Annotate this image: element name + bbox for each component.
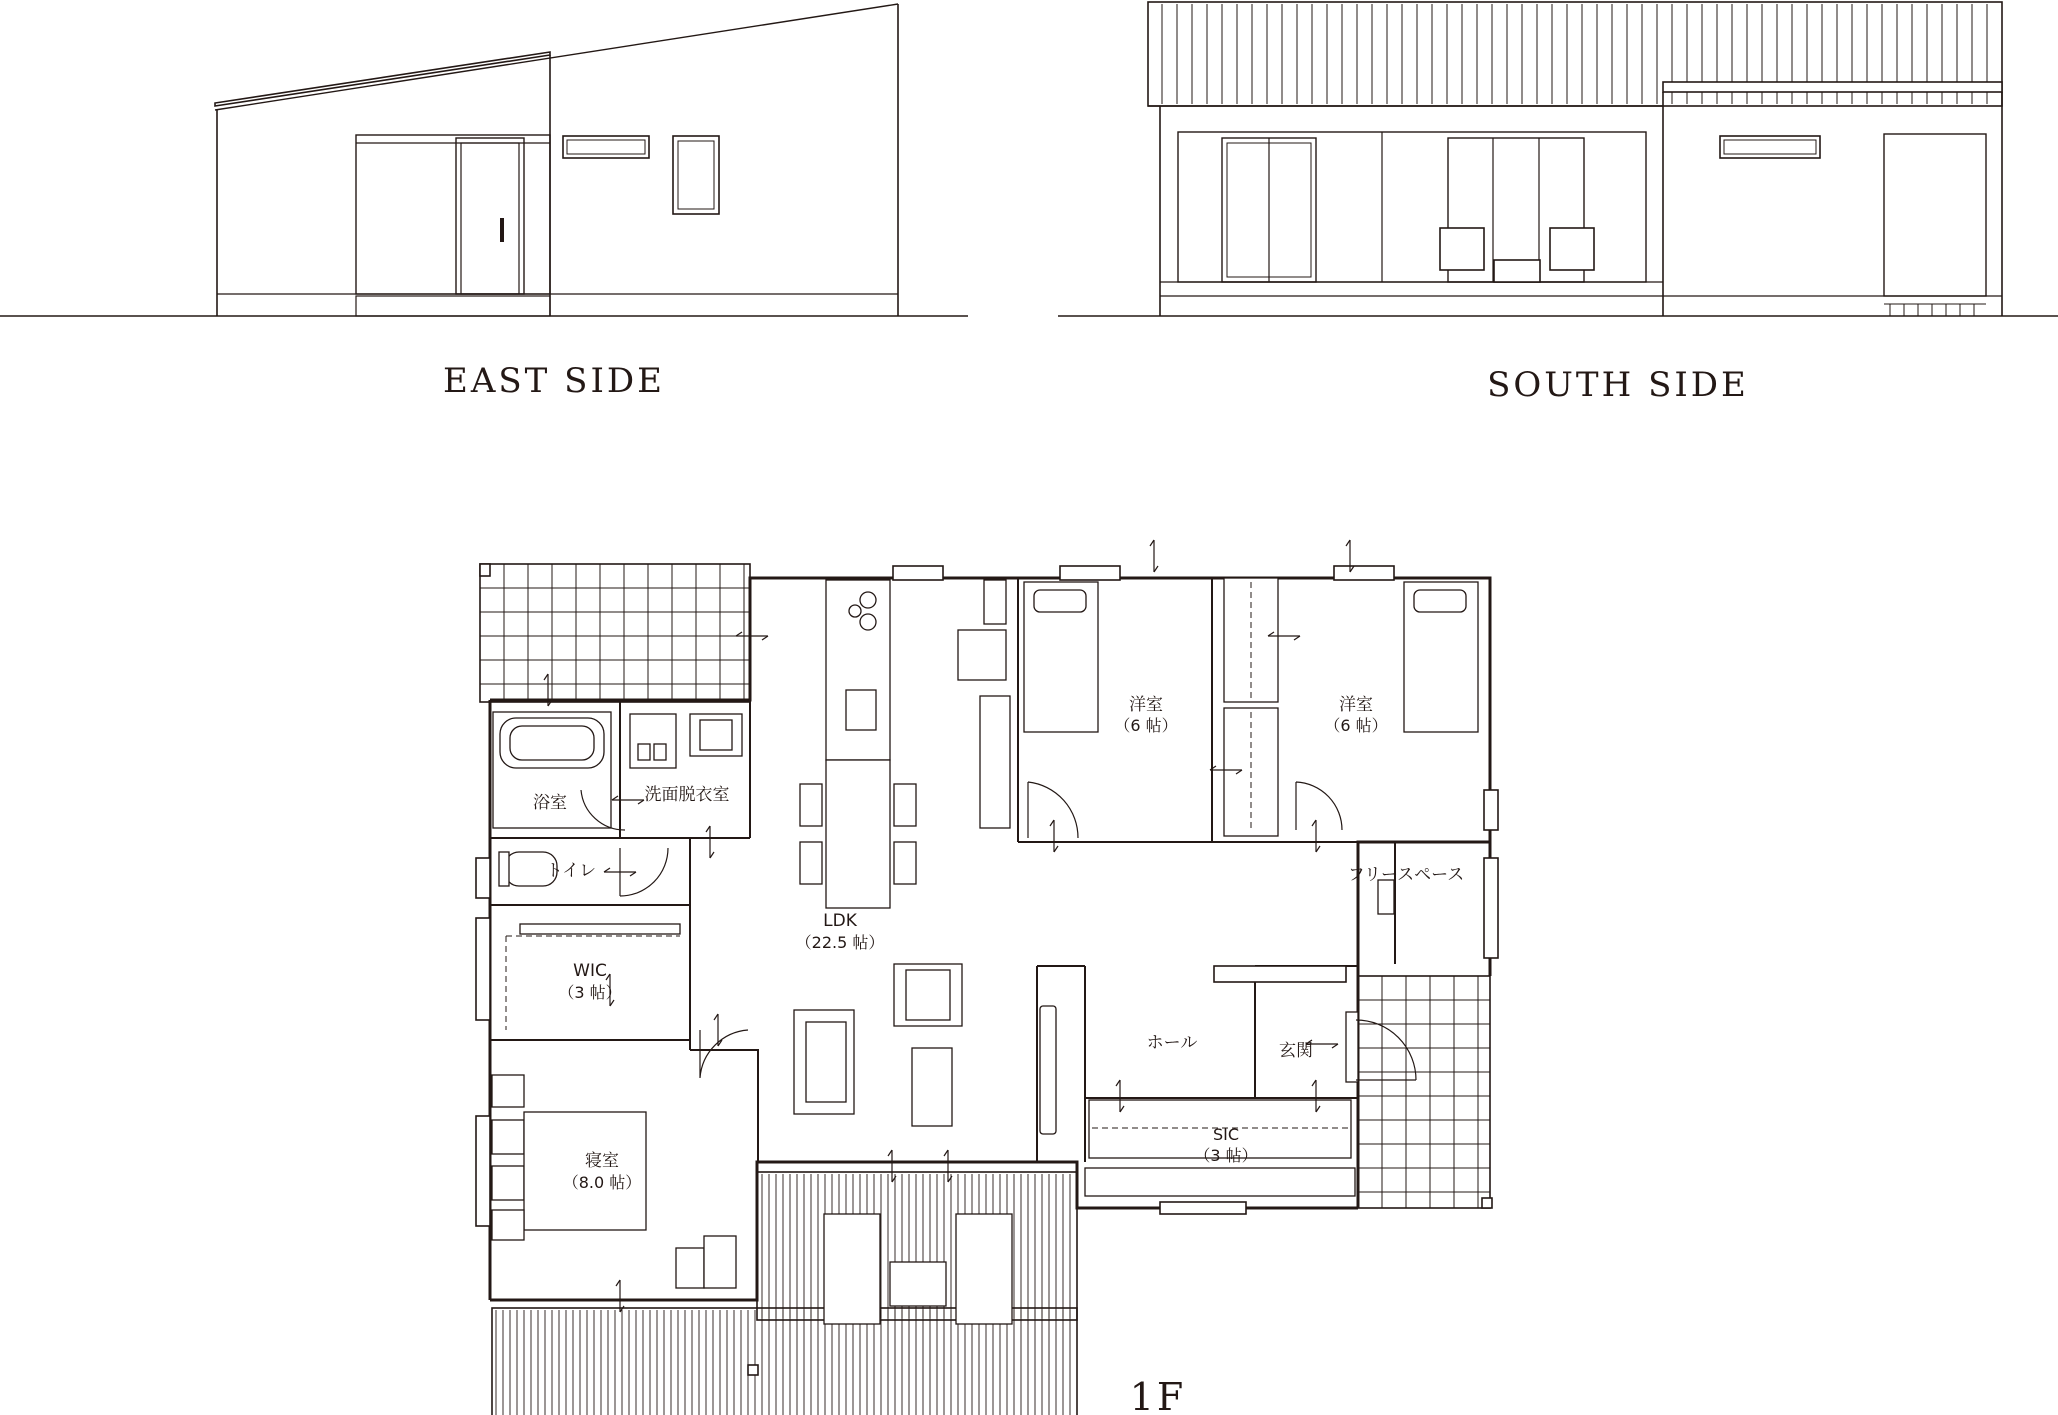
- south-wing-fascia: [1663, 82, 2002, 92]
- window-sic: [1160, 1202, 1246, 1214]
- stove-burner-3: [849, 605, 861, 617]
- south-patio-chair-left: [1440, 228, 1484, 270]
- east-window-inner: [678, 141, 714, 209]
- bedroom-nightstand-top: [492, 1075, 524, 1107]
- toilet-tank: [499, 852, 509, 886]
- east-walls: [217, 4, 898, 316]
- western1-pillow: [1034, 590, 1086, 612]
- east-steps: [356, 296, 550, 316]
- floor-label: 1F: [1129, 1375, 1187, 1415]
- door-swing-western2: [1296, 782, 1342, 830]
- east-roof-line: [215, 4, 898, 110]
- east-side-caption: EAST SIDE: [443, 361, 665, 401]
- dining-stool-1: [800, 784, 822, 826]
- south-patio-table: [1494, 260, 1540, 282]
- south-slit-window-inner: [1724, 140, 1816, 154]
- bedroom-nightstand-bottom: [492, 1210, 524, 1240]
- window-west-bedroom: [476, 1116, 490, 1226]
- label-sic-size: （3 帖）: [1194, 1146, 1258, 1165]
- east-window: [673, 136, 719, 214]
- east-entrance-door: [456, 138, 524, 294]
- south-elevation: [1058, 2, 2058, 405]
- stove-burner-1: [860, 592, 876, 608]
- label-wic: WIC: [573, 961, 607, 981]
- stove-burner-2: [860, 614, 876, 630]
- east-door-inner: [461, 143, 519, 294]
- label-western2-size: （6 帖）: [1324, 716, 1388, 735]
- south-garage-door: [1884, 134, 1986, 296]
- label-free-space: フリースペース: [1347, 865, 1465, 885]
- label-hall: ホール: [1146, 1033, 1198, 1053]
- south-steps: [1884, 304, 1986, 316]
- door-swing-bedroom: [700, 1030, 748, 1078]
- label-sic: SIC: [1212, 1125, 1240, 1144]
- label-wic-size: （3 帖）: [558, 983, 622, 1002]
- tile-approach: [1358, 976, 1490, 1208]
- label-western1: 洋室: [1129, 695, 1163, 715]
- washing-machine-panel: [638, 744, 650, 760]
- deck-bench-right: [956, 1214, 1012, 1324]
- south-patio-chair-right: [1550, 228, 1594, 270]
- window-western2: [1334, 566, 1394, 580]
- dining-stool-3: [894, 784, 916, 826]
- east-slit-window-inner: [567, 140, 645, 154]
- bedroom-bed: [524, 1112, 646, 1230]
- label-bedroom: 寝室: [585, 1151, 619, 1171]
- bedroom-desk: [676, 1248, 704, 1288]
- bedroom-pillow-2: [492, 1166, 524, 1200]
- window-west-toilet: [476, 858, 490, 898]
- east-porch: [356, 135, 550, 294]
- patio-post: [480, 564, 490, 576]
- bedroom-chair: [704, 1236, 736, 1288]
- sofa-seat: [806, 1022, 846, 1102]
- bathtub-basin: [510, 726, 594, 760]
- label-toilet: トイレ: [545, 861, 597, 881]
- pantry-shelf: [958, 630, 1006, 680]
- door-swing-western1: [1028, 782, 1078, 838]
- western2-pillow: [1414, 590, 1466, 612]
- east-slit-window: [563, 136, 649, 158]
- fridge: [984, 580, 1006, 624]
- label-entrance: 玄関: [1279, 1041, 1313, 1061]
- wash-basin-bowl: [700, 720, 732, 750]
- label-bath: 浴室: [533, 793, 567, 813]
- tile-patio: [480, 564, 750, 702]
- dining-counter: [826, 760, 890, 908]
- east-roof-edge: [215, 52, 550, 106]
- bedroom-pillow-1: [492, 1120, 524, 1154]
- east-door-handle: [500, 218, 504, 242]
- free-space-desk: [1378, 880, 1394, 914]
- label-ldk-size: （22.5 帖）: [795, 933, 885, 952]
- kitchen-cupboard: [980, 696, 1010, 828]
- label-western2: 洋室: [1339, 695, 1373, 715]
- window-kitchen: [893, 566, 943, 580]
- armchair-seat: [906, 970, 950, 1020]
- label-ldk: LDK: [823, 911, 857, 931]
- south-side-caption: SOUTH SIDE: [1487, 365, 1749, 405]
- deck-table: [890, 1262, 946, 1306]
- window-east-2: [1484, 858, 1498, 958]
- floor-plan: [476, 540, 1498, 1415]
- window-west-wic: [476, 918, 490, 1020]
- washing-machine: [630, 714, 676, 768]
- coffee-table: [912, 1048, 952, 1126]
- tv-unit: [1040, 1006, 1056, 1134]
- wic-shelf: [520, 924, 680, 934]
- east-elevation: [0, 4, 968, 401]
- window-western1: [1060, 566, 1120, 580]
- sic-bench: [1085, 1168, 1355, 1196]
- deck-bench-left: [824, 1214, 880, 1324]
- dining-stool-4: [894, 842, 916, 884]
- label-bedroom-size: （8.0 帖）: [562, 1173, 642, 1192]
- dining-stool-2: [800, 842, 822, 884]
- approach-post: [1482, 1198, 1492, 1208]
- kitchen-sink: [846, 690, 876, 730]
- shoe-cabinet: [1346, 1012, 1358, 1082]
- label-washroom: 洗面脱衣室: [644, 785, 730, 805]
- entry-step: [1214, 966, 1346, 982]
- label-western1-size: （6 帖）: [1114, 716, 1178, 735]
- tile-patio-grid: [480, 564, 750, 702]
- deck-post: [748, 1365, 758, 1375]
- south-slit-window: [1720, 136, 1820, 158]
- washing-machine-dial: [654, 744, 666, 760]
- window-east-1: [1484, 790, 1498, 830]
- door-swing-entrance: [1356, 1020, 1416, 1080]
